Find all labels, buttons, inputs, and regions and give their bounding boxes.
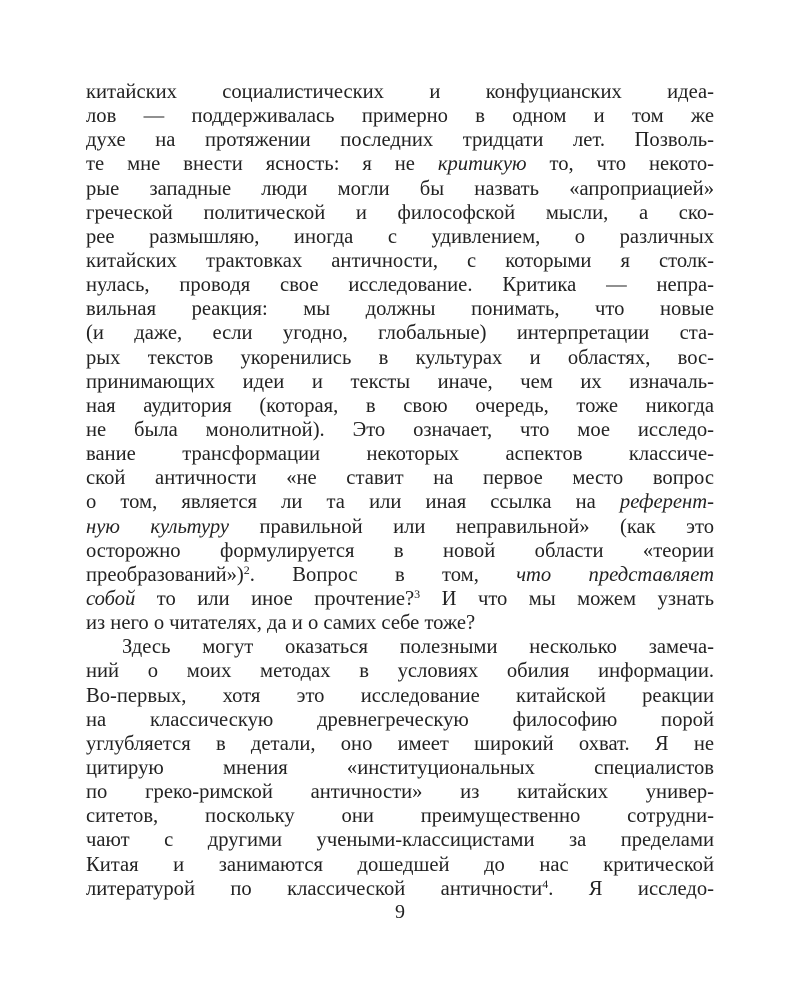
- page-number: 9: [395, 901, 405, 923]
- text-line: не была монолитной). Это означает, что мое исследо-: [86, 418, 714, 441]
- italic-text: собой: [86, 587, 136, 610]
- text-line: [86, 563, 714, 587]
- text-line: [86, 877, 714, 901]
- text-line: рее размышляю, иногда с удивлением, о различных: [86, 225, 714, 248]
- footnote-ref-3[interactable]: 3: [414, 586, 421, 601]
- text-line: чают с другими учеными-классицистами за пределами: [86, 829, 714, 852]
- text-line: ской античности «не ставит на первое место вопрос: [86, 467, 714, 490]
- paragraph-2: [86, 635, 714, 901]
- text-line: греческой политической и философской мысли, а ско-: [86, 201, 714, 224]
- text-run: правильной или неправильной» (как это: [229, 515, 714, 538]
- paragraph-1: [86, 80, 714, 635]
- text-run: то, что некото-: [526, 153, 714, 176]
- text-line: из него о читателях, да и о самих себе тоже?: [86, 612, 476, 635]
- text-line: на классическую древнегреческую философию порой: [86, 708, 714, 731]
- text-line: Здесь могут оказаться полезными несколько замеча-: [122, 636, 714, 659]
- text-run: то или иное прочтение?: [135, 587, 415, 610]
- text-line: [86, 515, 714, 539]
- text-line: ная аудитория (которая, в свою очередь, тоже никогда: [86, 394, 714, 417]
- text-line: лов — поддерживалась примерно в одном и том же: [86, 105, 714, 128]
- italic-text: что представляет: [516, 563, 714, 586]
- text-line: рых текстов укоренились в культурах и областях, вос-: [86, 346, 714, 369]
- text-line: [86, 587, 714, 611]
- text-line: вильная реакция: мы должны понимать, что новые: [86, 298, 714, 321]
- text-line: духе на протяжении последних тридцати лет. Позволь-: [86, 129, 714, 152]
- italic-text: ную культуру: [86, 515, 230, 538]
- text-line: китайских социалистических и конфуцианских идеа-: [86, 81, 714, 103]
- text-run: преобразований»): [86, 563, 244, 586]
- page-body-text: [86, 80, 714, 901]
- text-line: Во-первых, хотя это исследование китайской реакции: [86, 684, 714, 707]
- text-line: китайских трактовках античности, с которыми я столк-: [86, 249, 714, 272]
- text-line: [86, 152, 714, 176]
- text-line: ситетов, поскольку они преимущественно сотрудни-: [86, 805, 714, 828]
- footnote-ref-4[interactable]: 4: [542, 876, 549, 891]
- text-run: . Вопрос в том,: [249, 563, 517, 586]
- text-run: . Я исследо-: [548, 877, 714, 900]
- text-line: (и даже, если угодно, глобальные) интерпретации ста-: [86, 322, 714, 345]
- footnote-ref-2[interactable]: 2: [243, 562, 250, 577]
- text-line: цитирую мнения «институциональных специалистов: [86, 756, 714, 779]
- italic-text: критикую: [437, 153, 527, 176]
- text-run: И что мы можем узнать: [420, 587, 714, 610]
- text-line: углубляется в детали, оно имеет широкий охват. Я не: [86, 732, 714, 755]
- text-run: литературой по классической античности: [86, 877, 543, 900]
- text-run: те мне внести ясность: я не: [86, 153, 438, 176]
- text-line: Китая и занимаются дошедшей до нас критической: [86, 853, 714, 876]
- text-line: [86, 490, 714, 514]
- text-line: вание трансформации некоторых аспектов классиче-: [86, 443, 714, 466]
- text-line: принимающих идеи и тексты иначе, чем их изначаль-: [86, 370, 714, 393]
- text-line: осторожно формулируется в новой области «теории: [86, 539, 714, 562]
- text-line: по греко-римской античности» из китайских универ-: [86, 781, 714, 804]
- text-line: рые западные люди могли бы назвать «апроприацией»: [86, 177, 714, 200]
- italic-text: референт-: [619, 491, 714, 514]
- text-line: нулась, проводя свое исследование. Критика — непра-: [86, 274, 714, 297]
- text-run: о том, является ли та или иная ссылка на: [86, 491, 620, 514]
- text-line: ний о моих методах в условиях обилия информации.: [86, 660, 714, 683]
